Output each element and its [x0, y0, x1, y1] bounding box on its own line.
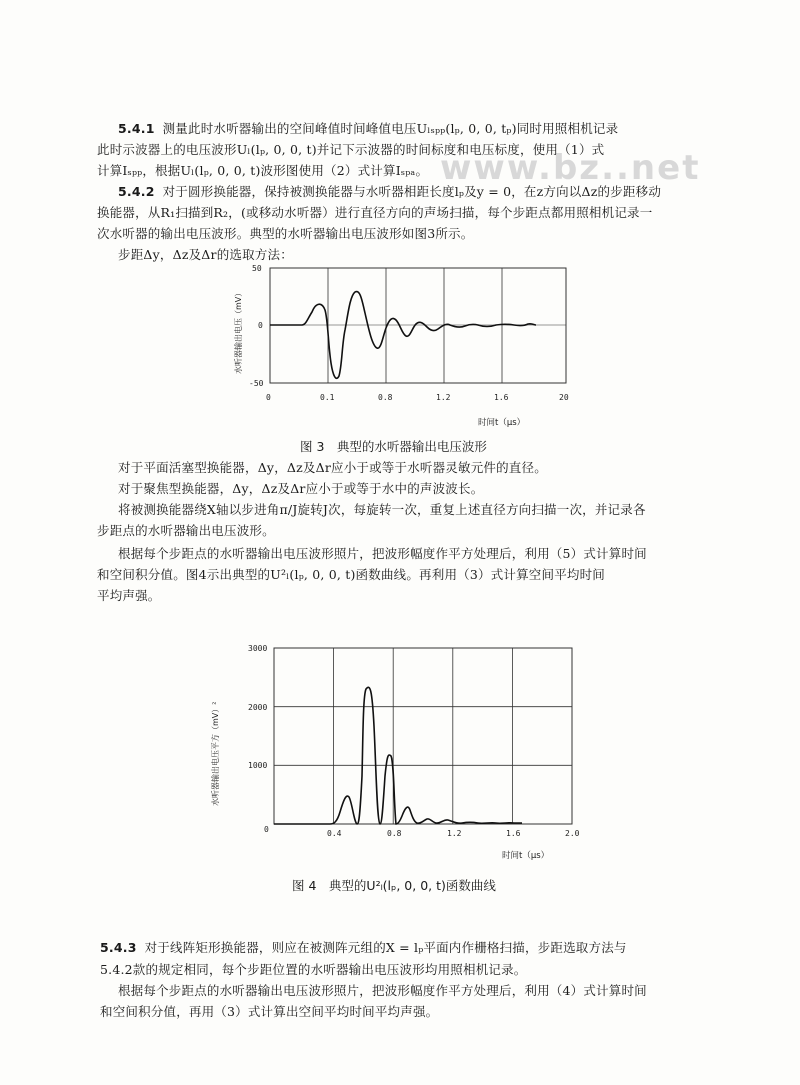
para-after3-line-7: 平均声强。 — [97, 588, 161, 603]
fig3-xtick-2: 0.8 — [378, 393, 393, 402]
fig4-grid — [274, 648, 572, 824]
fig3-xtick-5: 20 — [559, 393, 569, 402]
para-543-line-4: 和空间积分值，再用（3）式计算出空间平均时间平均声强。 — [100, 1004, 439, 1019]
fig4-xtick-0: 0.4 — [327, 829, 342, 838]
para-542-line-1: 5.4.2 对于圆形换能器，保持被测换能器与水听器相距长度lₚ及y = 0，在z方向以Δz的步距移动 — [118, 184, 662, 199]
fig4-ytick-0: 0 — [264, 825, 269, 834]
fig4-ylabel: 水听器输出电压平方（mV）² — [211, 701, 220, 806]
para-541-line-1: 5.4.1 测量此时水听器输出的空间峰值时间峰值电压Uₗₛₚₚ(lₚ, 0, 0, tₚ)同时用照相机记录 — [118, 121, 619, 136]
para-after3-line-3: 将被测换能器绕X轴以步进角π/J旋转J次，每旋转一次，重复上述直径方向扫描一次，并记录各 — [118, 502, 646, 517]
para-after3-line-4: 步距点的水听器输出电压波形。 — [97, 523, 275, 538]
figure-4-caption: 图 4 典型的U²ₗ(lₚ, 0, 0, t)函数曲线 — [292, 878, 496, 893]
para-542-line-4: 步距Δy，Δz及Δr的选取方法： — [118, 247, 293, 262]
fig4-ytick-1000: 1000 — [248, 761, 268, 770]
fig3-xtick-1: 0.1 — [320, 393, 335, 402]
fig3-ytick-0: 0 — [258, 321, 263, 330]
fig3-ylabel: 水听器输出电压（mV） — [234, 288, 243, 374]
fig3-waveform — [270, 292, 536, 379]
para-543-line-2: 5.4.2款的规定相同，每个步距位置的水听器输出电压波形均用照相机记录。 — [100, 962, 527, 977]
fig3-xtick-3: 1.2 — [436, 393, 451, 402]
section-number-542: 5.4.2 — [118, 184, 155, 199]
watermark: www.bz..net — [440, 148, 701, 188]
fig4-curve — [274, 687, 522, 824]
figure-3-plot — [0, 258, 800, 458]
fig3-xtick-0: 0 — [266, 393, 271, 402]
figure-3-caption: 图 3 典型的水听器输出电压波形 — [300, 439, 487, 454]
para-after3-line-5: 根据每个步距点的水听器输出电压波形照片，把波形幅度作平方处理后，利用（5）式计算时间 — [118, 546, 647, 561]
fig4-xtick-3: 1.6 — [506, 829, 521, 838]
para-542-line-3: 次水听器的输出电压波形。典型的水听器输出电压波形如图3所示。 — [97, 226, 474, 241]
para-541-line-2: 此时示波器上的电压波形Uₗ(lₚ, 0, 0, t)并记下示波器的时间标度和电压标度，使用（1）式 — [97, 142, 605, 157]
para-542-line-2: 换能器，从R₁扫描到R₂，(或移动水听器）进行直径方向的声场扫描，每个步距点都用照相机记录一 — [97, 205, 653, 220]
fig3-xlabel: 时间t（μs） — [478, 418, 526, 428]
fig4-xtick-4: 2.0 — [565, 829, 580, 838]
para-541-line-3: 计算Iₛₚₚ，根据Uₗ(lₚ, 0, 0, t)波形图使用（2）式计算Iₛₚₐ。 — [97, 163, 429, 178]
figure-4-plot — [0, 636, 800, 866]
fig3-ytick-50: 50 — [252, 264, 262, 273]
fig4-xtick-2: 1.2 — [447, 829, 462, 838]
fig4-ytick-3000: 3000 — [248, 644, 268, 653]
para-543-line-1: 5.4.3 对于线阵矩形换能器，则应在被测阵元组的X = lₚ平面内作栅格扫描，步距选取方法与 — [100, 940, 627, 955]
fig4-ytick-2000: 2000 — [248, 703, 268, 712]
section-number-541: 5.4.1 — [118, 121, 155, 136]
para-after3-line-6: 和空间积分值。图4示出典型的U²ₗ(lₚ, 0, 0, t)函数曲线。再利用（3）式计算空间平均时间 — [97, 567, 606, 582]
para-after3-line-2: 对于聚焦型换能器，Δy，Δz及Δr应小于或等于水中的声波波长。 — [118, 481, 484, 496]
para-after3-line-1: 对于平面活塞型换能器，Δy，Δz及Δr应小于或等于水听器灵敏元件的直径。 — [118, 460, 547, 475]
section-number-543: 5.4.3 — [100, 940, 137, 955]
fig4-xtick-1: 0.8 — [387, 829, 402, 838]
fig3-ytick-neg50: -50 — [249, 379, 264, 388]
para-543-line-3: 根据每个步距点的水听器输出电压波形照片，把波形幅度作平方处理后，利用（4）式计算时间 — [118, 983, 647, 998]
fig3-xtick-4: 1.6 — [494, 393, 509, 402]
fig4-xlabel: 时间t（μs） — [502, 851, 550, 861]
